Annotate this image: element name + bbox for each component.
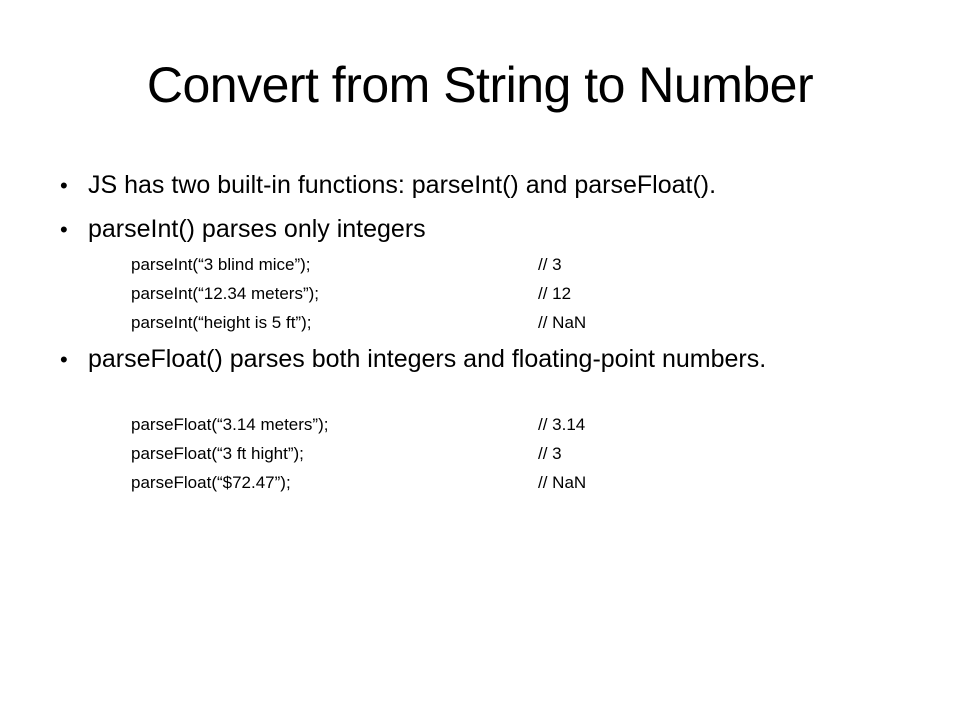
code-example-result: // 3 — [538, 255, 562, 274]
code-example-call: parseInt(“12.34 meters”); — [131, 284, 320, 303]
page-title: Convert from String to Number — [146, 57, 814, 113]
code-example-result: // 3.14 — [538, 415, 586, 434]
code-example-call: parseInt(“height is 5 ft”); — [131, 313, 312, 332]
bullet-dot-icon: • — [60, 347, 68, 372]
code-example-call: parseFloat(“3.14 meters”); — [131, 415, 329, 434]
bullet-text: JS has two built-in functions: parseInt() and parseFloat(). — [88, 171, 717, 199]
bullet-dot-icon: • — [60, 217, 68, 242]
bullet-item — [60, 215, 888, 243]
bullet-item — [60, 345, 828, 373]
code-example-call: parseFloat(“$72.47”); — [131, 473, 291, 492]
bullet-text: parseFloat() parses both integers and floating-point numbers. — [88, 345, 767, 373]
code-example-call: parseInt(“3 blind mice”); — [131, 255, 311, 274]
code-example-result: // 3 — [538, 444, 562, 463]
bullet-dot-icon: • — [60, 173, 68, 198]
code-example-result: // 12 — [538, 284, 572, 303]
code-example-result: // NaN — [538, 313, 587, 332]
bullet-item — [60, 171, 888, 199]
bullet-text: parseInt() parses only integers — [88, 215, 426, 243]
code-example-call: parseFloat(“3 ft hight”); — [131, 444, 304, 463]
code-example-result: // NaN — [538, 473, 587, 492]
